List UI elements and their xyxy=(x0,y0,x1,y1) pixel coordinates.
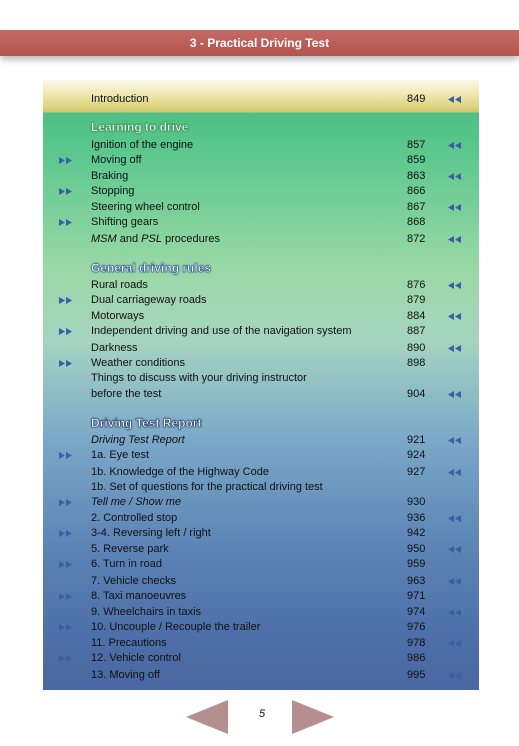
toc-entry-title: Things to discuss with your driving instructor xyxy=(91,372,307,384)
double-left-arrow-icon[interactable] xyxy=(448,142,461,149)
toc-entry-title: Stopping xyxy=(91,185,135,197)
toc-entry-page: 986 xyxy=(407,652,426,664)
previous-page-button[interactable] xyxy=(186,700,228,734)
toc-entry-title: Independent driving and use of the navigation system xyxy=(91,325,352,337)
toc-entry-page: 963 xyxy=(407,575,426,587)
toc-entry-page: 904 xyxy=(407,388,426,400)
section-heading-test-report: Driving Test Report xyxy=(91,416,202,430)
toc-entry-page: 884 xyxy=(407,310,426,322)
toc-entry-page: 995 xyxy=(407,669,426,681)
double-left-arrow-icon[interactable] xyxy=(448,469,461,476)
toc-entry[interactable] xyxy=(43,525,479,541)
toc-entry-title: 5. Reverse park xyxy=(91,543,169,555)
toc-entry-title: 13. Moving off xyxy=(91,669,160,681)
toc-entry-title xyxy=(91,231,220,247)
toc-panel xyxy=(43,80,479,690)
double-right-arrow-icon[interactable] xyxy=(59,297,72,304)
chapter-header xyxy=(0,30,519,56)
toc-entry-page: 863 xyxy=(407,170,426,182)
toc-entry-page: 924 xyxy=(407,449,426,461)
toc-entry-title: Darkness xyxy=(91,342,138,354)
toc-entry[interactable] xyxy=(43,323,479,339)
toc-entry-line[interactable] xyxy=(43,479,479,495)
toc-entry-title: before the test xyxy=(91,388,162,400)
toc-entry[interactable] xyxy=(43,432,479,448)
toc-entry[interactable] xyxy=(43,355,479,371)
toc-entry-page: 849 xyxy=(407,93,426,105)
toc-entry-page: 959 xyxy=(407,558,426,570)
toc-entry-title: Weather conditions xyxy=(91,357,185,369)
toc-entry-title: 1b. Set of questions for the practical driving test xyxy=(91,481,323,493)
toc-entry[interactable] xyxy=(43,152,479,168)
toc-entry[interactable] xyxy=(43,199,479,215)
toc-entry-title-part: PSL xyxy=(141,233,162,245)
toc-entry[interactable] xyxy=(43,447,479,463)
double-left-arrow-icon[interactable] xyxy=(448,173,461,180)
double-right-arrow-icon[interactable] xyxy=(59,452,72,459)
toc-entry[interactable] xyxy=(43,277,479,293)
toc-entry-title: 6. Turn in road xyxy=(91,558,162,570)
toc-entry-page: 976 xyxy=(407,621,426,633)
section-heading-general: General driving rules xyxy=(91,261,212,275)
toc-entry-page: 859 xyxy=(407,154,426,166)
double-right-arrow-icon[interactable] xyxy=(59,624,72,631)
toc-entry-page: 898 xyxy=(407,357,426,369)
toc-entry-page: 876 xyxy=(407,279,426,291)
toc-entry-page: 971 xyxy=(407,590,426,602)
chapter-title: 3 - Practical Driving Test xyxy=(189,36,330,50)
double-left-arrow-icon[interactable] xyxy=(448,391,461,398)
toc-entry-title: 9. Wheelchairs in taxis xyxy=(91,606,202,618)
toc-entry-title: 12. Vehicle control xyxy=(91,652,181,664)
toc-entry[interactable] xyxy=(43,183,479,199)
watermark-text xyxy=(0,340,19,392)
toc-entry[interactable] xyxy=(43,650,479,666)
toc-entry[interactable] xyxy=(43,667,479,683)
toc-entry-page: 942 xyxy=(407,527,426,539)
double-right-arrow-icon[interactable] xyxy=(59,328,72,335)
toc-entry-title: Steering wheel control xyxy=(91,201,200,213)
toc-entry-page: 887 xyxy=(407,325,426,337)
toc-entry-page: 927 xyxy=(407,466,426,478)
toc-entry-page: 857 xyxy=(407,139,426,151)
double-right-arrow-icon[interactable] xyxy=(59,157,72,164)
toc-entry-title: Dual carriageway roads xyxy=(91,294,207,306)
toc-entry[interactable] xyxy=(43,168,479,184)
toc-entry-title-part: and xyxy=(116,233,142,245)
toc-entry-page: 879 xyxy=(407,294,426,306)
double-left-arrow-icon[interactable] xyxy=(448,640,461,647)
double-left-arrow-icon[interactable] xyxy=(448,578,461,585)
toc-entry-title: Motorways xyxy=(91,310,145,322)
toc-entry[interactable] xyxy=(43,541,479,557)
double-left-arrow-icon[interactable] xyxy=(448,437,461,444)
double-right-arrow-icon[interactable] xyxy=(59,593,72,600)
toc-entry-page: 867 xyxy=(407,201,426,213)
toc-entry-title: 10. Uncouple / Recouple the trailer xyxy=(91,621,261,633)
toc-entry-title: 2. Controlled stop xyxy=(91,512,178,524)
toc-entry-title: Tell me / Show me xyxy=(91,496,182,508)
toc-entry-title: 11. Precautions xyxy=(91,637,167,649)
toc-entry-page: 872 xyxy=(407,233,426,245)
toc-entry-page: 921 xyxy=(407,434,426,446)
toc-entry[interactable] xyxy=(43,137,479,153)
toc-entry-page: 868 xyxy=(407,216,426,228)
toc-entry-title: 7. Vehicle checks xyxy=(91,575,176,587)
triangle-right-icon xyxy=(292,700,334,734)
section-heading-learning: Learning to drive xyxy=(91,120,189,134)
toc-entry[interactable] xyxy=(43,619,479,635)
toc-entry[interactable] xyxy=(43,91,479,107)
toc-entry-page: 866 xyxy=(407,185,426,197)
triangle-left-icon xyxy=(186,700,228,734)
toc-entry-title: Ignition of the engine xyxy=(91,139,194,151)
double-left-arrow-icon[interactable] xyxy=(448,236,461,243)
double-right-arrow-icon[interactable] xyxy=(59,499,72,506)
toc-entry-title-part: MSM xyxy=(91,233,117,245)
toc-entry-page: 930 xyxy=(407,496,426,508)
toc-entry[interactable] xyxy=(43,604,479,620)
toc-entry-title: Shifting gears xyxy=(91,216,159,228)
toc-entry-title: Introduction xyxy=(91,93,149,105)
next-page-button[interactable] xyxy=(292,700,334,734)
double-left-arrow-icon[interactable] xyxy=(448,345,461,352)
toc-entry-page: 974 xyxy=(407,606,426,618)
page-navigation xyxy=(0,700,519,740)
toc-entry[interactable] xyxy=(43,588,479,604)
toc-entry-page: 950 xyxy=(407,543,426,555)
toc-entry[interactable] xyxy=(43,340,479,356)
double-left-arrow-icon[interactable] xyxy=(448,282,461,289)
toc-entry-title: 1a. Eye test xyxy=(91,449,150,461)
toc-entry[interactable] xyxy=(43,231,479,247)
toc-entry[interactable] xyxy=(43,510,479,526)
toc-entry-title: 8. Taxi manoeuvres xyxy=(91,590,187,602)
double-left-arrow-icon[interactable] xyxy=(448,546,461,553)
toc-entry[interactable] xyxy=(43,214,479,230)
toc-entry-title: Braking xyxy=(91,170,129,182)
toc-entry-title: Rural roads xyxy=(91,279,148,291)
page-number: 5 xyxy=(258,708,266,720)
double-right-arrow-icon[interactable] xyxy=(59,530,72,537)
toc-entry[interactable] xyxy=(43,292,479,308)
double-right-arrow-icon[interactable] xyxy=(59,219,72,226)
double-right-arrow-icon[interactable] xyxy=(59,360,72,367)
toc-entry[interactable] xyxy=(43,464,479,480)
toc-entry[interactable] xyxy=(43,494,479,510)
toc-entry[interactable] xyxy=(43,308,479,324)
toc-entry[interactable] xyxy=(43,573,479,589)
toc-entry-page: 978 xyxy=(407,637,426,649)
toc-entry[interactable] xyxy=(43,635,479,651)
toc-entry-title-part: procedures xyxy=(161,233,221,245)
double-left-arrow-icon[interactable] xyxy=(448,515,461,522)
double-left-arrow-icon[interactable] xyxy=(448,609,461,616)
toc-entry-title: 1b. Knowledge of the Highway Code xyxy=(91,466,269,478)
toc-entry-page: 936 xyxy=(407,512,426,524)
toc-entry[interactable] xyxy=(43,386,479,402)
double-right-arrow-icon[interactable] xyxy=(59,561,72,568)
toc-entry-title: 3-4. Reversing left / right xyxy=(91,527,211,539)
double-left-arrow-icon[interactable] xyxy=(448,96,461,103)
double-right-arrow-icon[interactable] xyxy=(59,655,72,662)
toc-entry[interactable] xyxy=(43,556,479,572)
double-left-arrow-icon[interactable] xyxy=(448,204,461,211)
double-right-arrow-icon[interactable] xyxy=(59,188,72,195)
toc-entry-page: 890 xyxy=(407,342,426,354)
toc-entry-title: Moving off xyxy=(91,154,142,166)
toc-entry-line[interactable] xyxy=(43,370,479,386)
double-left-arrow-icon[interactable] xyxy=(448,313,461,320)
toc-entry-title: Driving Test Report xyxy=(91,434,185,446)
double-left-arrow-icon[interactable] xyxy=(448,672,461,679)
